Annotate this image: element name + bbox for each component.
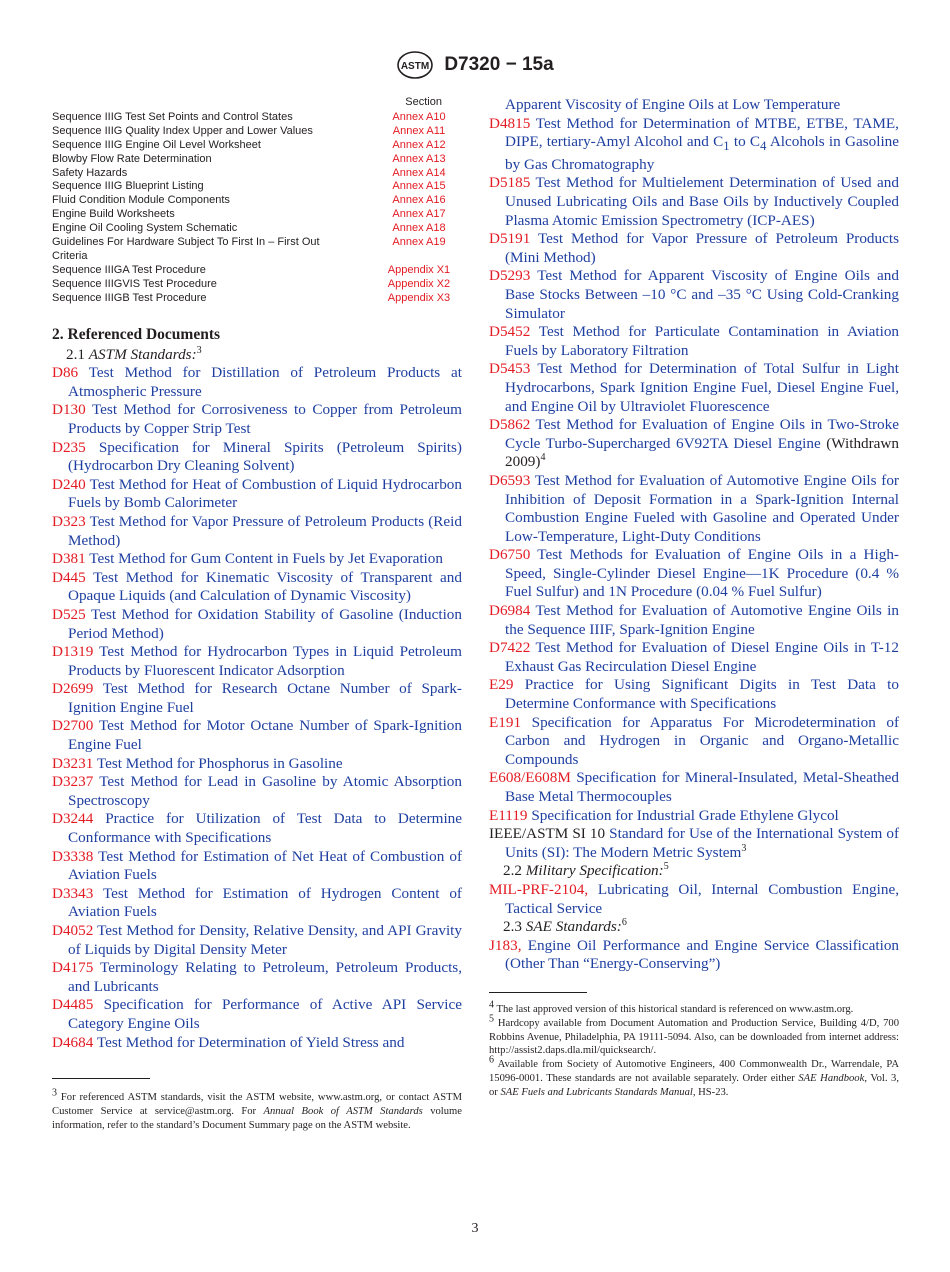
- toc-row-title: Sequence IIIGB Test Procedure: [52, 291, 207, 304]
- reference-item: [489, 267, 899, 323]
- reference-title-link[interactable]: Test Method for Motor Octane Number of Spark-Ignition Engine Fuel: [68, 717, 462, 754]
- reference-title-link[interactable]: Specification for Apparatus For Microdetermination of Carbon and Hydrogen in Organic and Organo-Metallic Compounds: [505, 713, 900, 768]
- reference-code-link[interactable]: D6750: [489, 546, 531, 564]
- reference-code-link[interactable]: D3338: [52, 847, 94, 865]
- reference-code-link[interactable]: D5452: [489, 323, 531, 341]
- toc-row-section-link[interactable]: Annex A16: [392, 194, 446, 207]
- section-heading: 2. Referenced Documents: [52, 325, 221, 343]
- subsection-2-2: 2.2 Military Specification:$^5$: [503, 861, 669, 880]
- reference-item: [489, 881, 899, 918]
- reference-item: IEEE/ASTM SI 10 Standard for Use of the International System of Units (SI): The Modern Metric System$^3$: [489, 825, 900, 861]
- reference-item: [52, 680, 462, 717]
- toc-row-section-link[interactable]: Annex A19: [392, 236, 446, 249]
- reference-title-link[interactable]: Lubricating Oil, Internal Combustion Engine, Tactical Service: [505, 880, 900, 917]
- svg-text:ASTM: ASTM: [401, 61, 430, 72]
- toc-row-section-link[interactable]: Appendix X2: [387, 277, 451, 290]
- right-column: [489, 96, 899, 1100]
- page-number: 3: [471, 1221, 479, 1236]
- reference-code-link[interactable]: D445: [52, 568, 86, 586]
- toc-row-section-link[interactable]: Annex A18: [392, 222, 446, 235]
- reference-title-link[interactable]: Terminology Relating to Petroleum, Petroleum Products, and Lubricants: [68, 959, 462, 995]
- reference-code-link[interactable]: D4684: [52, 1033, 94, 1051]
- reference-title-link[interactable]: Specification for Mineral Spirits (Petroleum Spirits) (Hydrocarbon Dry Cleaning Solvent): [68, 438, 462, 475]
- reference-item: [52, 959, 462, 996]
- reference-code-link[interactable]: D86: [52, 364, 79, 382]
- reference-item: [52, 364, 462, 401]
- reference-title-link[interactable]: Test Method for Vapor Pressure of Petroleum Products (Reid Method): [68, 512, 462, 549]
- reference-title-link[interactable]: Specification for Performance of Active API Service Category Engine Oils: [68, 996, 463, 1032]
- toc-row: [52, 139, 462, 153]
- reference-item: [52, 401, 462, 438]
- reference-code-link[interactable]: D5191: [489, 230, 531, 248]
- footnote-5: $^5$ Hardcopy available from Document Automation and Production Service, Building 4/D, 700 Robbins Avenue, Philadelphia, PA 19111-5094. Also, can be downloaded from internet address: http://assist2.daps.dla.mil/quicksearch/.: [489, 1013, 899, 1057]
- reference-item: [52, 476, 462, 513]
- toc-row-section-link[interactable]: Annex A13: [392, 152, 446, 165]
- reference-code-link[interactable]: D1319: [52, 643, 94, 661]
- toc-row-section-link[interactable]: Annex A14: [392, 166, 446, 179]
- reference-item: [489, 115, 899, 175]
- toc-row-section-link[interactable]: Annex A11: [392, 124, 446, 137]
- footnote-4: $^4$ The last approved version of this historical standard is referenced on www.astm.org.: [489, 999, 854, 1015]
- reference-item: [489, 676, 899, 713]
- reference-title-link[interactable]: Specification for Industrial Grade Ethylene Glycol: [531, 806, 839, 824]
- toc-row: [52, 194, 462, 208]
- reference-code-link[interactable]: D6593: [489, 471, 531, 489]
- toc-row-title: Sequence IIIG Engine Oil Level Worksheet: [52, 138, 261, 151]
- reference-continuation: Apparent Viscosity of Engine Oils at Low Temperature: [505, 96, 841, 113]
- toc-row: [52, 236, 462, 264]
- reference-item: [52, 513, 462, 550]
- reference-item: [489, 807, 899, 826]
- reference-title-link[interactable]: Test Method for Multielement Determination of Used and Unused Lubricating Oils and Base Oils by Inductively Coupled Plasma Atomic Emission Spectrometry (ICP-AES): [505, 174, 899, 229]
- reference-title-link[interactable]: Test Method for Density, Relative Density, and API Gravity of Liquids by Digital Density Meter: [68, 922, 462, 958]
- reference-title-link[interactable]: Test Method for Particulate Contamination in Aviation Fuels by Laboratory Filtration: [505, 323, 900, 359]
- reference-code-link[interactable]: E29: [489, 676, 514, 694]
- toc-row: [52, 180, 462, 194]
- reference-code-link[interactable]: D5293: [489, 267, 531, 285]
- reference-title-link[interactable]: Test Method for Research Octane Number of Spark-Ignition Engine Fuel: [68, 680, 462, 716]
- toc-row: [52, 125, 462, 139]
- document-code: D7320 − 15a: [444, 54, 554, 75]
- reference-item: [489, 769, 899, 806]
- reference-code-link[interactable]: E1119: [489, 806, 528, 824]
- reference-title-link[interactable]: Test Method for Corrosiveness to Copper from Petroleum Products by Copper Strip Test: [68, 401, 462, 437]
- reference-item: [52, 996, 462, 1033]
- subsection-2-1: 2.1 ASTM Standards:$^3$: [66, 344, 202, 363]
- reference-title-link[interactable]: Practice for Utilization of Test Data to Determine Conformance with Specifications: [68, 810, 462, 847]
- reference-code-link[interactable]: D381: [52, 550, 86, 568]
- reference-title-link[interactable]: Test Method for Evaluation of Automotive Engine Oils in the Sequence IIIF, Spark-Ignition Engine: [505, 602, 899, 638]
- astm-logo-icon: [396, 50, 434, 80]
- reference-title-link[interactable]: Practice for Using Significant Digits in Test Data to Determine Conformance with Specifications: [505, 676, 899, 713]
- toc-row-title: Sequence IIIG Quality Index Upper and Lower Values: [52, 124, 313, 137]
- reference-code-link[interactable]: D2699: [52, 680, 94, 698]
- reference-title-link[interactable]: Test Method for Distillation of Petroleum Products at Atmospheric Pressure: [68, 364, 462, 400]
- reference-code-link[interactable]: D3343: [52, 884, 94, 902]
- reference-item: [489, 174, 899, 230]
- reference-code-link[interactable]: D4815: [489, 114, 531, 132]
- left-column: [52, 96, 462, 1133]
- reference-item: [52, 810, 462, 847]
- reference-code-link[interactable]: D240: [52, 475, 86, 493]
- reference-item: [52, 1034, 462, 1053]
- reference-item: [52, 439, 462, 476]
- reference-title-link[interactable]: Test Method for Estimation of Hydrogen Content of Aviation Fuels: [68, 884, 462, 921]
- subsection-2-3: 2.3 SAE Standards:$^6$: [503, 917, 627, 936]
- toc-row-title: Guidelines For Hardware Subject To First In – First Out Criteria: [52, 236, 320, 262]
- toc-row-title: Sequence IIIGA Test Procedure: [52, 263, 206, 276]
- reference-code-link[interactable]: D4485: [52, 996, 94, 1014]
- reference-item: [52, 569, 462, 606]
- reference-code-link[interactable]: D3237: [52, 773, 94, 791]
- reference-title-link[interactable]: Test Method for Oxidation Stability of Gasoline (Induction Period Method): [68, 605, 462, 642]
- reference-item: [489, 360, 899, 416]
- reference-code-link[interactable]: D3244: [52, 810, 94, 828]
- reference-title-link[interactable]: Specification for Mineral-Insulated, Metal-Sheathed Base Metal Thermocouples: [505, 769, 899, 805]
- toc-row-section-link[interactable]: Appendix X3: [387, 291, 451, 304]
- reference-title-link[interactable]: Test Method for Lead in Gasoline by Atomic Absorption Spectroscopy: [68, 773, 462, 809]
- toc-row: [52, 167, 462, 181]
- reference-code-link[interactable]: D323: [52, 512, 86, 530]
- reference-code-link[interactable]: D525: [52, 605, 86, 623]
- reference-item: [52, 848, 462, 885]
- reference-title-link[interactable]: Test Method for Vapor Pressure of Petroleum Products (Mini Method): [505, 230, 899, 266]
- toc-row-section-link[interactable]: Annex A15: [392, 180, 446, 193]
- reference-item: [52, 606, 462, 643]
- withdrawn-note: (Withdrawn 2009)$^4$: [505, 434, 899, 471]
- footnote-6: $^6$ Available from Society of Automotive Engineers, 400 Commonwealth Dr., Warrendale, PA 15096-0001. These standards are not available separately. Order either SAE Handbook, Vol. 3, or SAE Fuels and Lubricants Standards Manual, HS-23.: [489, 1054, 899, 1098]
- toc-row-section-link[interactable]: Annex A17: [392, 208, 446, 221]
- toc-row: [52, 264, 462, 278]
- reference-title-link[interactable]: Test Method for Estimation of Net Heat of Combustion of Aviation Fuels: [68, 847, 462, 884]
- toc-row-title: Safety Hazards: [52, 166, 128, 179]
- reference-code-link[interactable]: D7422: [489, 639, 531, 657]
- toc-row-section-link[interactable]: Annex A10: [392, 110, 446, 123]
- reference-code-link[interactable]: D5453: [489, 360, 531, 378]
- reference-title-link[interactable]: Test Method for Determination of Total Sulfur in Light Hydrocarbons, Spark Ignition Engine Fuel, Diesel Engine Fuel, and Engine Oil by Ultraviolet Fluorescence: [505, 360, 899, 415]
- toc-row-title: Sequence IIIG Test Set Points and Control States: [52, 110, 293, 123]
- reference-item: [489, 639, 899, 676]
- reference-item: [489, 937, 899, 974]
- toc-row: [52, 111, 462, 125]
- reference-item: [52, 885, 462, 922]
- toc-row-title: Engine Oil Cooling System Schematic: [52, 222, 238, 235]
- reference-code-link[interactable]: D5185: [489, 174, 531, 192]
- reference-item: [52, 755, 462, 774]
- reference-code-link[interactable]: D235: [52, 438, 86, 456]
- reference-code: IEEE/ASTM SI 10: [489, 825, 606, 843]
- reference-title-link[interactable]: Test Method for Apparent Viscosity of Engine Oils and Base Stocks Between –10 °C and –35 °C Using Cold-Cranking Simulator: [505, 267, 899, 322]
- reference-title-link[interactable]: Engine Oil Performance and Engine Service Classification (Other Than “Energy-Conserving”): [505, 936, 900, 973]
- reference-title-link[interactable]: Test Method for Evaluation of Diesel Engine Oils in T-12 Exhaust Gas Recirculation Diesel Engine: [505, 639, 899, 675]
- reference-item: [52, 643, 462, 680]
- reference-item: [52, 717, 462, 754]
- toc-row-title: Engine Build Worksheets: [52, 208, 175, 221]
- reference-item: [489, 546, 899, 602]
- toc-row: [52, 292, 462, 306]
- reference-item: [52, 773, 462, 810]
- reference-item: [489, 323, 899, 360]
- page-header: [0, 50, 950, 80]
- reference-item: [489, 602, 899, 639]
- reference-item: [489, 230, 899, 267]
- toc-row-section-link[interactable]: Annex A12: [392, 138, 446, 151]
- reference-title-link[interactable]: Test Method for Kinematic Viscosity of Transparent and Opaque Liquids (and Calculation of Dynamic Viscosity): [68, 568, 462, 605]
- reference-code-link[interactable]: MIL-PRF-2104,: [489, 880, 589, 898]
- toc-row-title: Fluid Condition Module Components: [52, 194, 230, 207]
- toc-section-header: Section: [405, 96, 442, 108]
- reference-code-link[interactable]: D6984: [489, 602, 531, 620]
- reference-title-link[interactable]: Test Method for Evaluation of Automotive Engine Oils for Inhibition of Deposit Formation in a Spark-Ignition Internal Combustion Engine Fueled with Gasoline and Operated Under Low-Temperature, Light-Duty Conditions: [505, 471, 899, 545]
- reference-item: [489, 472, 899, 546]
- reference-code-link[interactable]: D3231: [52, 754, 94, 772]
- toc-row-title: Blowby Flow Rate Determination: [52, 152, 212, 165]
- toc-row-section-link[interactable]: Appendix X1: [387, 263, 451, 276]
- toc-row-title: Sequence IIIG Blueprint Listing: [52, 180, 204, 193]
- reference-title-link[interactable]: Test Method for Phosphorus in Gasoline: [96, 754, 343, 772]
- toc-row: [52, 208, 462, 222]
- reference-code-link[interactable]: D4052: [52, 922, 94, 939]
- reference-code-link[interactable]: E608/E608M: [489, 769, 571, 787]
- reference-title-link[interactable]: Standard for Use of the International System of Units (SI): The Modern Metric System: [505, 825, 900, 861]
- reference-title-link[interactable]: Test Method for Gum Content in Fuels by Jet Evaporation: [89, 550, 443, 568]
- reference-title-link[interactable]: Test Method for Evaluation of Engine Oils in Two-Stroke Cycle Turbo-Supercharged 6V92TA Diesel Engine: [505, 416, 899, 452]
- reference-code-link[interactable]: D130: [52, 401, 86, 419]
- reference-code-link[interactable]: J183,: [489, 936, 522, 954]
- reference-item: [52, 922, 462, 959]
- reference-title-link[interactable]: Test Method for Heat of Combustion of Liquid Hydrocarbon Fuels by Bomb Calorimeter: [68, 475, 462, 512]
- reference-title-link[interactable]: Test Methods for Evaluation of Engine Oils in a High-Speed, Single-Cylinder Diesel Engine—1K Procedure (0.4 % Fuel Sulfur) and 1N Procedure (0.04 % Fuel Sulfur): [505, 546, 899, 601]
- reference-code-link[interactable]: D4175: [52, 959, 94, 977]
- toc-row: [52, 153, 462, 167]
- reference-code-link[interactable]: D2700: [52, 717, 94, 735]
- toc-row: [52, 278, 462, 292]
- reference-title-link[interactable]: Test Method for Determination of MTBE, ETBE, TAME, DIPE, tertiary-Amyl Alcohol and $C_1$ to $C_4$ Alcohols in Gasoline by Gas Chromatography: [505, 114, 899, 173]
- reference-item: [489, 416, 899, 472]
- toc-row: [52, 222, 462, 236]
- reference-title-link[interactable]: Test Method for Hydrocarbon Types in Liquid Petroleum Products by Fluorescent Indicator Adsorption: [68, 643, 463, 679]
- reference-title-link[interactable]: Test Method for Determination of Yield Stress and: [96, 1033, 405, 1051]
- reference-code-link[interactable]: D5862: [489, 416, 531, 434]
- reference-code-link[interactable]: E191: [489, 713, 522, 731]
- reference-item: [52, 550, 462, 569]
- reference-item: [489, 714, 899, 770]
- toc-row-title: Sequence IIIGVIS Test Procedure: [52, 277, 217, 290]
- toc-table: [52, 96, 462, 306]
- footnote-3: $^3$ For referenced ASTM standards, visit the ASTM website, www.astm.org, or contact ASTM Customer Service at service@astm.org. For Annual Book of ASTM Standards volume information, refer to the standard’s Document Summary page on the ASTM website.: [52, 1087, 462, 1131]
